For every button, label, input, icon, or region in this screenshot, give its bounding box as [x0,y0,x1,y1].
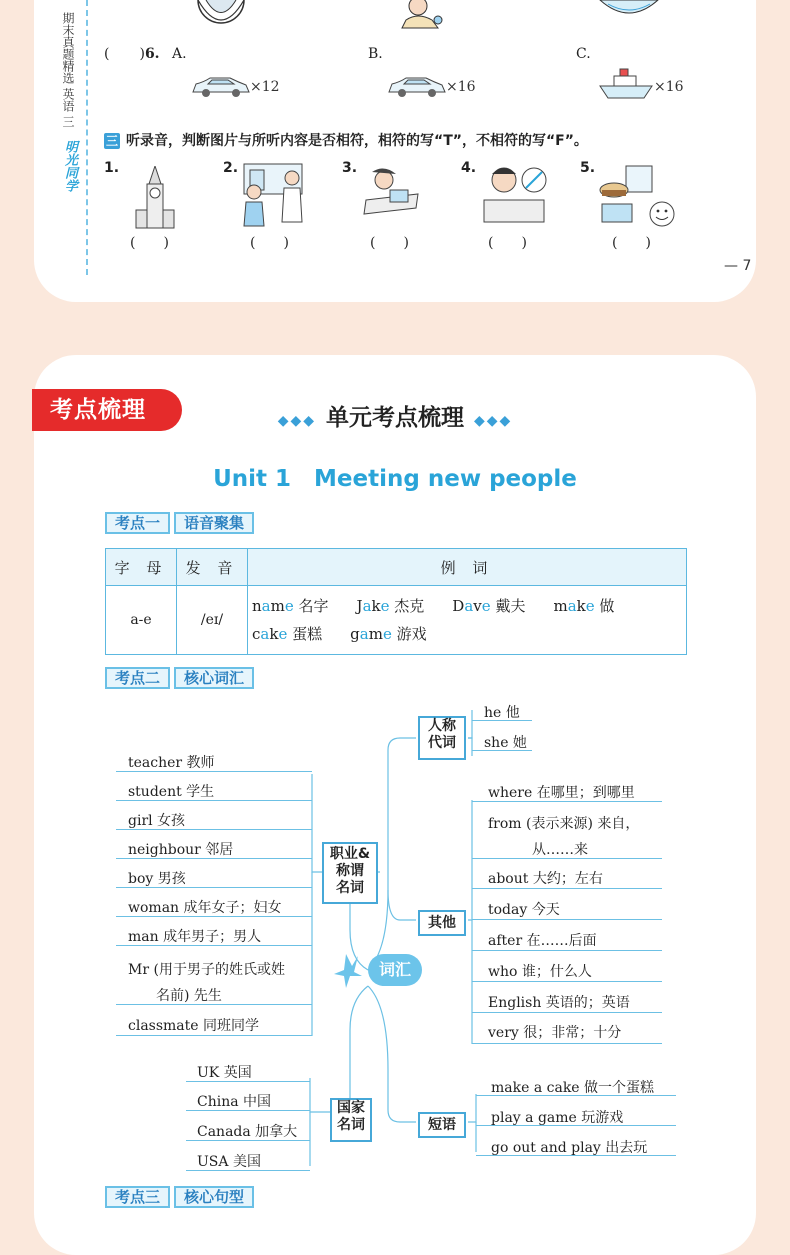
underline [476,1095,676,1096]
underline [472,981,662,982]
job-item: classmate 同班同学 [128,1018,260,1034]
unit-title: Unit 1 Meeting new people [213,466,577,492]
cell-examples [248,586,687,655]
underline [116,858,312,859]
phrase-item: play a game 玩游戏 [491,1110,624,1126]
underline [116,1035,312,1036]
underline [476,1125,676,1126]
table-header-row [106,549,687,586]
answer-blank-1[interactable]: ( ) [130,235,169,251]
section-2-number: 考点二 [105,667,170,689]
underline [116,887,312,888]
pronoun-item: he 他 [484,705,520,721]
title-diamonds-left: ◆◆◆ [277,413,316,429]
underline [472,750,532,751]
car-image-a [190,72,252,100]
answer-blank-q6[interactable] [104,46,160,62]
country-item: USA 美国 [197,1154,261,1170]
beach-ball-image [196,0,246,36]
header-letter: 字 母 [106,549,177,586]
car-image-b [386,72,448,100]
mindmap-hub: 词汇 [368,954,422,986]
example-word: Dave 戴夫 [452,597,526,615]
underline [186,1081,310,1082]
other-item: who 谁；什么人 [488,964,592,980]
cell-sound: /eɪ/ [177,586,248,655]
food-and-smile-image [598,160,680,230]
job-item: girl 女孩 [128,813,186,829]
example-word: cake 蛋糕 [252,625,323,643]
underline [472,888,662,889]
sidebar-brand-logo: 明光同学 [62,140,77,192]
underline [116,916,312,917]
girl-drawing-image [362,168,420,220]
underline [472,720,532,721]
other-item-continued: 从……来 [532,842,588,858]
underline [116,771,312,772]
job-item: woman 成年女子；妇女 [128,900,282,916]
country-item: China 中国 [197,1094,272,1110]
pronoun-item: she 她 [484,735,527,751]
section-2-title: 核心词汇 [174,667,254,689]
picture-number-1: 1. [104,160,120,176]
underline [116,829,312,830]
option-c-label: C. [576,46,591,62]
count-a: ×12 [250,79,280,95]
job-item: neighbour 邻居 [128,842,234,858]
page-title-text: 单元考点梳理 [326,405,464,431]
picture-number-4: 4. [461,160,477,176]
underline [472,858,662,859]
option-b-label: B. [368,46,383,62]
underline [116,800,312,801]
underline [472,1043,662,1044]
people-at-building-image [240,160,310,230]
section-1-number: 考点一 [105,512,170,534]
country-item: Canada 加拿大 [197,1124,298,1140]
job-item: student 学生 [128,784,215,800]
job-noun-box: 职业& 称谓 名词 [322,842,378,904]
section-1-header [105,512,254,534]
underline [472,919,662,920]
page-title [0,399,790,432]
header-sound: 发 音 [177,549,248,586]
other-item: today 今天 [488,902,560,918]
phrase-item: go out and play 出去玩 [491,1140,648,1156]
job-item-continued: 名前) 先生 [156,988,222,1004]
count-c: ×16 [654,79,684,95]
phrase-box: 短语 [418,1112,466,1138]
picture-number-3: 3. [342,160,358,176]
ship-image-c [598,66,654,102]
underline [116,1004,312,1005]
answer-blank-2[interactable]: ( ) [250,235,289,251]
listening-instruction [104,130,588,150]
job-item: Mr (用于男子的姓氏或姓 [128,962,285,978]
other-item: from (表示来源) 来自， [488,816,640,832]
big-ben-image [134,166,176,230]
other-item: where 在哪里；到哪里 [488,785,635,801]
answer-blank-5[interactable]: ( ) [612,235,651,251]
boy-writing-image [478,164,552,226]
underline [472,950,662,951]
header-examples: 例 词 [248,549,687,586]
underline [186,1140,310,1141]
bowl-image [598,0,660,22]
q6-close-paren: ) [139,46,145,62]
other-item: after 在……后面 [488,933,597,949]
page-number-value: 7 [742,258,752,274]
instruction-text: 听录音，判断图片与所听内容是否相符，相符的写“T”，不相符的写“F”。 [126,133,588,149]
underline [116,945,312,946]
mindmap-connectors [0,690,790,1190]
country-noun-box: 国家 名词 [330,1098,372,1142]
underline [186,1110,310,1111]
example-word: Jake 杰克 [356,597,425,615]
phrase-item: make a cake 做一个蛋糕 [491,1080,655,1096]
example-word: game 游戏 [350,625,427,643]
section-2-header [105,667,254,689]
picture-number-5: 5. [580,160,596,176]
other-box: 其他 [418,910,466,936]
cell-letter: a-e [106,586,177,655]
q6-number: 6. [144,46,160,62]
example-word: name 名字 [252,597,329,615]
table-row [106,586,687,655]
answer-blank-3[interactable]: ( ) [370,235,409,251]
underline [472,1012,662,1013]
option-a-label: A. [172,46,187,62]
section-3-number: 考点三 [105,1186,170,1208]
underline [186,1170,310,1171]
sidebar-subtitle: 期末真题精选 英语 三 [61,12,75,128]
job-item: boy 男孩 [128,871,186,887]
pronoun-box: 人称 代词 [418,716,466,760]
page-number: — 7 [724,258,752,274]
section-3-header [105,1186,254,1208]
picture-number-2: 2. [223,160,239,176]
section-three-icon: 三 [105,134,118,148]
section-1-title: 语音聚集 [174,512,254,534]
sidebar-dashed-line [86,0,88,275]
count-b: ×16 [446,79,476,95]
title-diamonds-right: ◆◆◆ [474,413,513,429]
other-item: English 英语的；英语 [488,995,630,1011]
other-item: very 很；非常；十分 [488,1025,622,1041]
girl-sitting-image [398,0,448,30]
section-3-title: 核心句型 [174,1186,254,1208]
other-item: about 大约；左右 [488,871,603,887]
example-word: make 做 [553,597,615,615]
job-item: teacher 教师 [128,755,215,771]
q6-open-paren: ( [104,46,110,62]
country-item: UK 英国 [197,1065,252,1081]
section-tag: 考点梳理 [32,389,182,431]
underline [472,801,662,802]
phonics-table [105,548,687,655]
job-item: man 成年男子；男人 [128,929,262,945]
answer-blank-4[interactable]: ( ) [488,235,527,251]
underline [476,1155,676,1156]
